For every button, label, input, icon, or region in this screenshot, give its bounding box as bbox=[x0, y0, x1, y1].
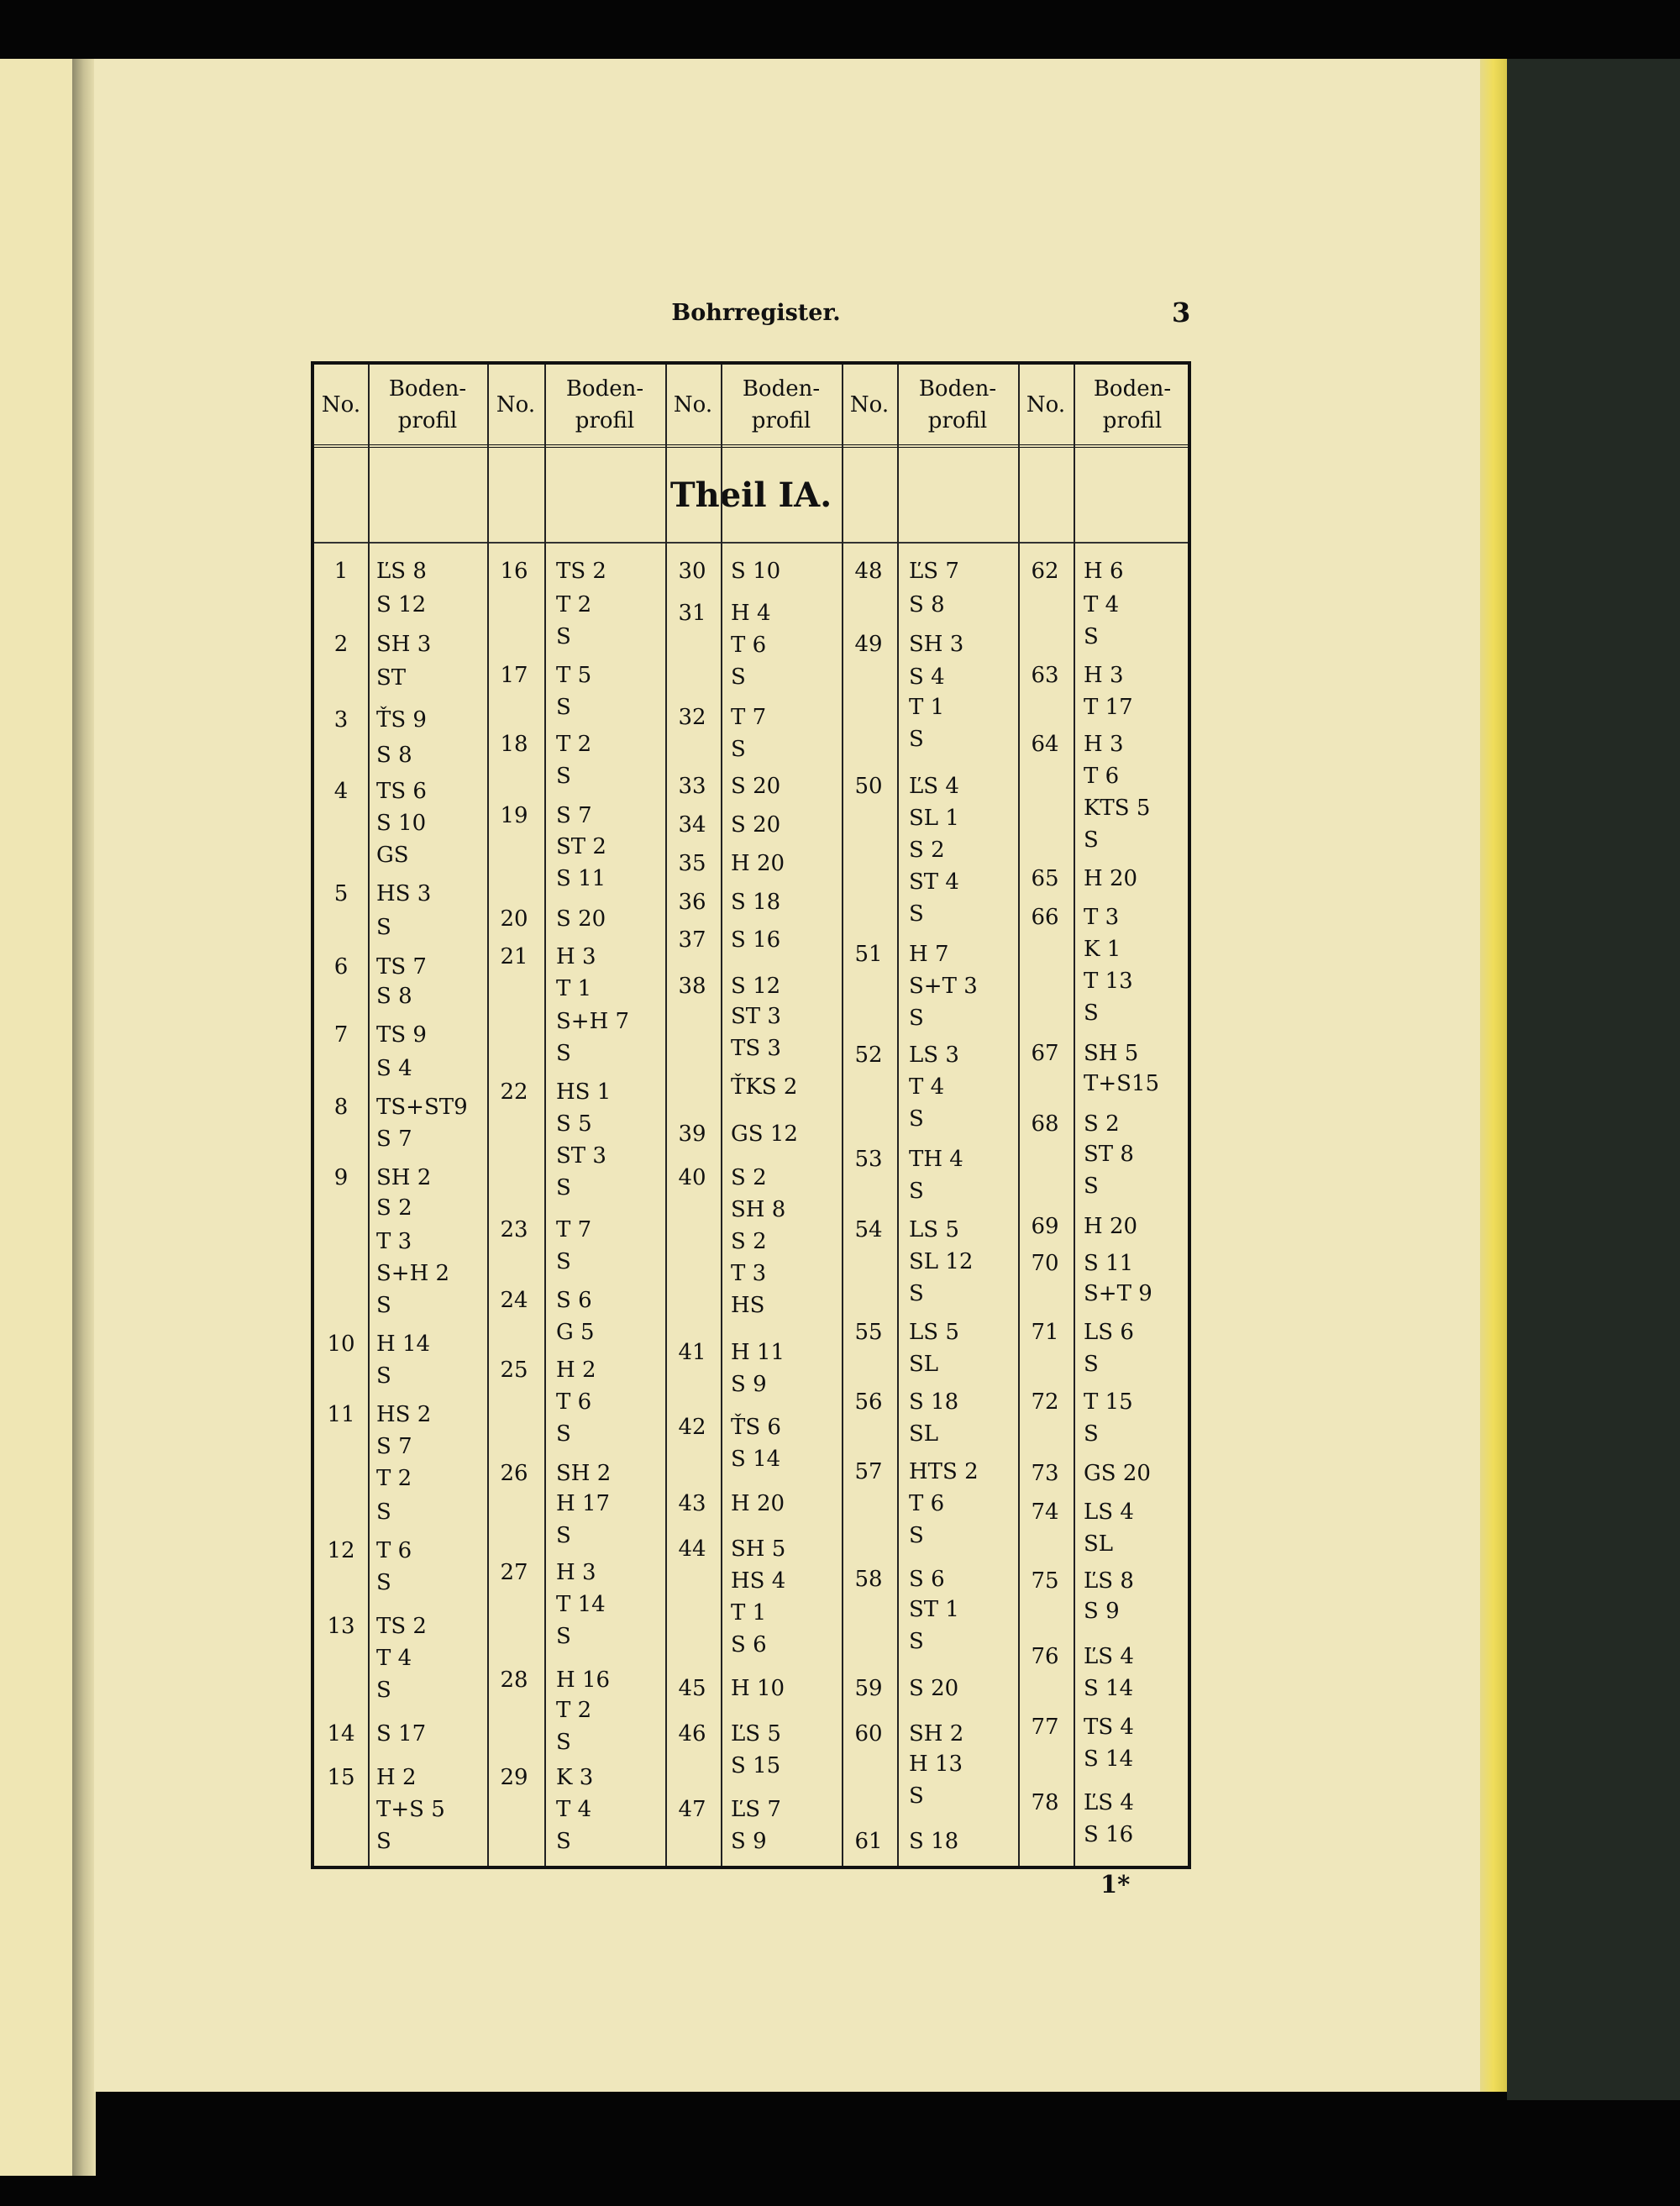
bore-number: 25 bbox=[500, 1358, 528, 1383]
soil-profile-entry: H 2 bbox=[556, 1358, 596, 1383]
soil-profile-entry: S+T 9 bbox=[1084, 1281, 1152, 1306]
soil-profile-entry: T 4 bbox=[556, 1797, 592, 1822]
bore-number: 75 bbox=[1031, 1568, 1059, 1594]
bore-number: 15 bbox=[327, 1765, 355, 1790]
soil-profile-entry: S 2 bbox=[731, 1165, 767, 1190]
bore-number: 70 bbox=[1031, 1251, 1059, 1276]
bore-number: 46 bbox=[678, 1721, 706, 1746]
bore-register-table bbox=[311, 361, 1191, 1869]
bore-number: 76 bbox=[1031, 1644, 1059, 1669]
soil-profile-entry: H 7 bbox=[909, 942, 949, 967]
soil-profile-entry: S 18 bbox=[909, 1829, 959, 1854]
soil-profile-entry: S 9 bbox=[731, 1829, 767, 1854]
soil-profile-entry: H 17 bbox=[556, 1491, 611, 1516]
column-rule bbox=[1074, 365, 1075, 1866]
bore-number: 20 bbox=[500, 906, 528, 932]
soil-profile-entry: S bbox=[909, 901, 924, 927]
soil-profile-entry: H 20 bbox=[1084, 1214, 1138, 1239]
soil-profile-entry: S 8 bbox=[376, 743, 412, 768]
soil-profile-entry: S 20 bbox=[731, 774, 781, 799]
soil-profile-entry: T 5 bbox=[556, 663, 592, 688]
soil-profile-entry: S bbox=[909, 1179, 924, 1204]
page-number: 3 bbox=[1172, 297, 1191, 328]
soil-profile-entry: S 7 bbox=[556, 803, 592, 828]
soil-profile-entry: T 14 bbox=[556, 1592, 606, 1617]
bore-number: 77 bbox=[1031, 1715, 1059, 1740]
soil-profile-entry: S 14 bbox=[1084, 1676, 1134, 1701]
soil-profile-entry: S 18 bbox=[909, 1389, 959, 1415]
soil-profile-entry: S bbox=[376, 1500, 391, 1525]
soil-profile-entry: S 16 bbox=[731, 927, 781, 953]
soil-profile-entry: ST 8 bbox=[1084, 1142, 1134, 1167]
soil-profile-entry: S 9 bbox=[731, 1372, 767, 1397]
soil-profile-entry: S bbox=[1084, 624, 1099, 649]
soil-profile-entry: TS 2 bbox=[556, 559, 606, 584]
soil-profile-entry: T 6 bbox=[1084, 764, 1120, 789]
bore-number: 23 bbox=[500, 1217, 528, 1242]
bore-number: 68 bbox=[1031, 1111, 1059, 1137]
soil-profile-entry: S bbox=[1084, 1001, 1099, 1026]
bore-number: 65 bbox=[1031, 866, 1059, 891]
bore-number: 28 bbox=[500, 1668, 528, 1693]
soil-profile-entry: HS bbox=[731, 1293, 765, 1318]
bore-number: 6 bbox=[333, 954, 349, 980]
soil-profile-entry: T 3 bbox=[731, 1261, 767, 1286]
soil-profile-entry: SH 5 bbox=[1084, 1041, 1139, 1066]
soil-profile-entry: H 3 bbox=[1084, 732, 1124, 757]
soil-profile-entry: S+H 2 bbox=[376, 1261, 450, 1286]
soil-profile-entry: TS 7 bbox=[376, 954, 427, 980]
soil-profile-entry: S bbox=[909, 727, 924, 752]
header-profile-1: Boden- profil bbox=[388, 376, 467, 433]
soil-profile-entry: S 12 bbox=[376, 592, 427, 617]
column-rule bbox=[897, 365, 899, 1866]
soil-profile-entry: S 9 bbox=[1084, 1599, 1120, 1624]
soil-profile-entry: H 14 bbox=[376, 1331, 431, 1357]
soil-profile-entry: T 13 bbox=[1084, 969, 1133, 994]
soil-profile-entry: GS 12 bbox=[731, 1121, 798, 1147]
soil-profile-entry: SL bbox=[909, 1352, 939, 1377]
soil-profile-entry: HS 3 bbox=[376, 881, 432, 906]
bore-number: 1 bbox=[333, 559, 349, 584]
soil-profile-entry: S bbox=[556, 1175, 571, 1200]
soil-profile-entry: SL bbox=[1084, 1531, 1114, 1557]
soil-profile-entry: LS 5 bbox=[909, 1217, 959, 1242]
bore-number: 37 bbox=[678, 927, 706, 953]
soil-profile-entry: TS+ST9 bbox=[376, 1095, 468, 1120]
column-rule bbox=[665, 365, 667, 1866]
bore-number: 61 bbox=[854, 1829, 883, 1854]
bore-number: 10 bbox=[327, 1331, 355, 1357]
soil-profile-entry: S 15 bbox=[731, 1753, 781, 1778]
soil-profile-entry: SH 8 bbox=[731, 1197, 786, 1222]
page-edge bbox=[1480, 59, 1507, 2092]
soil-profile-entry: S bbox=[1084, 1352, 1099, 1377]
bore-number: 45 bbox=[678, 1676, 706, 1701]
soil-profile-entry: S 6 bbox=[731, 1632, 767, 1657]
bore-number: 57 bbox=[854, 1459, 883, 1484]
soil-profile-entry: S 12 bbox=[731, 974, 781, 999]
bore-number: 9 bbox=[333, 1165, 349, 1190]
soil-profile-entry: ST 4 bbox=[909, 869, 959, 895]
soil-profile-entry: SH 5 bbox=[731, 1536, 786, 1562]
soil-profile-entry: ŤKS 2 bbox=[731, 1074, 798, 1100]
bore-number: 53 bbox=[854, 1147, 883, 1172]
column-rule bbox=[842, 365, 843, 1866]
soil-profile-entry: T 4 bbox=[376, 1646, 412, 1671]
soil-profile-entry: H 4 bbox=[731, 601, 771, 626]
bore-number: 29 bbox=[500, 1765, 528, 1790]
soil-profile-entry: SH 3 bbox=[909, 632, 964, 657]
soil-profile-entry: S bbox=[556, 1829, 571, 1854]
soil-profile-entry: S 20 bbox=[556, 906, 606, 932]
soil-profile-entry: S 7 bbox=[376, 1127, 412, 1152]
bore-number: 12 bbox=[327, 1538, 355, 1563]
bore-number: 17 bbox=[500, 663, 528, 688]
soil-profile-entry: H 6 bbox=[1084, 559, 1124, 584]
soil-profile-entry: S 2 bbox=[376, 1195, 412, 1221]
soil-profile-entry: HTS 2 bbox=[909, 1459, 979, 1484]
header-no-5: No. bbox=[1026, 391, 1066, 418]
soil-profile-entry: S bbox=[376, 1570, 391, 1595]
soil-profile-entry: S bbox=[556, 764, 571, 789]
soil-profile-entry: S bbox=[731, 664, 746, 690]
bore-number: 49 bbox=[854, 632, 883, 657]
soil-profile-entry: H 16 bbox=[556, 1668, 611, 1693]
soil-profile-entry: S bbox=[909, 1783, 924, 1809]
bore-number: 27 bbox=[500, 1560, 528, 1585]
soil-profile-entry: HS 2 bbox=[376, 1402, 432, 1427]
header-profile-2: Boden- profil bbox=[565, 376, 644, 433]
soil-profile-entry: S bbox=[556, 1730, 571, 1755]
soil-profile-entry: T 7 bbox=[556, 1217, 592, 1242]
soil-profile-entry: S bbox=[1084, 1421, 1099, 1447]
soil-profile-entry: ST 1 bbox=[909, 1597, 959, 1622]
soil-profile-entry: T 6 bbox=[376, 1538, 412, 1563]
soil-profile-entry: T 6 bbox=[731, 633, 767, 658]
bore-number: 21 bbox=[500, 944, 528, 969]
bore-number: 72 bbox=[1031, 1389, 1059, 1415]
soil-profile-entry: ST 3 bbox=[556, 1143, 606, 1169]
soil-profile-entry: TS 3 bbox=[731, 1036, 781, 1061]
soil-profile-entry: ST bbox=[376, 665, 407, 691]
soil-profile-entry: K 3 bbox=[556, 1765, 594, 1790]
soil-profile-entry: S 20 bbox=[909, 1676, 959, 1701]
soil-profile-entry: T 3 bbox=[1084, 905, 1120, 930]
bore-number: 60 bbox=[854, 1721, 883, 1746]
soil-profile-entry: S 2 bbox=[909, 838, 945, 863]
left-page-edge bbox=[0, 59, 72, 2176]
bore-number: 56 bbox=[854, 1389, 883, 1415]
soil-profile-entry: TS 4 bbox=[1084, 1715, 1134, 1740]
bore-number: 66 bbox=[1031, 905, 1059, 930]
bore-number: 19 bbox=[500, 803, 528, 828]
soil-profile-entry: HS 4 bbox=[731, 1568, 786, 1594]
soil-profile-entry: ST 3 bbox=[731, 1004, 781, 1029]
soil-profile-entry: S bbox=[376, 1829, 391, 1854]
soil-profile-entry: S 20 bbox=[731, 812, 781, 838]
header-no-2: No. bbox=[496, 391, 536, 418]
soil-profile-entry: S bbox=[556, 1523, 571, 1548]
section-title: Theil IA. bbox=[314, 448, 1188, 544]
soil-profile-entry: ĽS 5 bbox=[731, 1721, 781, 1746]
bore-number: 16 bbox=[500, 559, 528, 584]
soil-profile-entry: T 7 bbox=[731, 705, 767, 730]
soil-profile-entry: SL 1 bbox=[909, 806, 959, 831]
bore-number: 40 bbox=[678, 1165, 706, 1190]
soil-profile-entry: SH 2 bbox=[376, 1165, 432, 1190]
bore-number: 42 bbox=[678, 1415, 706, 1440]
soil-profile-entry: S 14 bbox=[1084, 1746, 1134, 1772]
soil-profile-entry: S 16 bbox=[1084, 1822, 1134, 1847]
soil-profile-entry: KTS 5 bbox=[1084, 796, 1151, 821]
bore-number: 18 bbox=[500, 732, 528, 757]
header-profile-4: Boden- profil bbox=[918, 376, 997, 433]
bore-number: 64 bbox=[1031, 732, 1059, 757]
soil-profile-entry: TS 9 bbox=[376, 1022, 427, 1048]
soil-profile-entry: TH 4 bbox=[909, 1147, 963, 1172]
soil-profile-entry: H 20 bbox=[731, 1491, 785, 1516]
soil-profile-entry: SH 2 bbox=[556, 1461, 612, 1486]
soil-profile-entry: T 2 bbox=[556, 1698, 592, 1723]
soil-profile-entry: S 2 bbox=[731, 1229, 767, 1254]
soil-profile-entry: S 11 bbox=[556, 866, 606, 891]
soil-profile-entry: S 18 bbox=[731, 890, 781, 915]
header-no-3: No. bbox=[673, 391, 713, 418]
soil-profile-entry: S bbox=[376, 1293, 391, 1318]
bore-number: 59 bbox=[854, 1676, 883, 1701]
bore-number: 51 bbox=[854, 942, 883, 967]
soil-profile-entry: S bbox=[556, 1421, 571, 1447]
soil-profile-entry: HS 1 bbox=[556, 1079, 612, 1105]
soil-profile-entry: S 11 bbox=[1084, 1251, 1134, 1276]
soil-profile-entry: ĽS 7 bbox=[909, 559, 959, 584]
column-rule bbox=[368, 365, 370, 1866]
bore-number: 54 bbox=[854, 1217, 883, 1242]
bore-number: 52 bbox=[854, 1043, 883, 1068]
soil-profile-entry: LS 6 bbox=[1084, 1320, 1134, 1345]
soil-profile-entry: SH 3 bbox=[376, 632, 432, 657]
table-header bbox=[314, 365, 1188, 448]
header-no-1: No. bbox=[321, 391, 361, 418]
soil-profile-entry: T 2 bbox=[556, 732, 592, 757]
bore-number: 35 bbox=[678, 851, 706, 876]
soil-profile-entry: H 2 bbox=[376, 1765, 417, 1790]
column-rule bbox=[721, 365, 722, 1866]
bore-number: 13 bbox=[327, 1614, 355, 1639]
soil-profile-entry: T 1 bbox=[556, 976, 592, 1001]
soil-profile-entry: S bbox=[556, 1041, 571, 1066]
soil-profile-entry: S bbox=[556, 1624, 571, 1649]
soil-profile-entry: S 7 bbox=[376, 1434, 412, 1459]
bore-number: 7 bbox=[333, 1022, 349, 1048]
bore-number: 41 bbox=[678, 1340, 706, 1365]
soil-profile-entry: S 4 bbox=[376, 1056, 412, 1081]
bore-number: 8 bbox=[333, 1095, 349, 1120]
soil-profile-entry: S bbox=[376, 1678, 391, 1703]
soil-profile-entry: T 6 bbox=[909, 1491, 945, 1516]
soil-profile-entry: S 6 bbox=[556, 1288, 592, 1313]
soil-profile-entry: SL bbox=[909, 1421, 939, 1447]
column-rule bbox=[487, 365, 489, 1866]
soil-profile-entry: S bbox=[1084, 827, 1099, 853]
bore-number: 14 bbox=[327, 1721, 355, 1746]
soil-profile-entry: S 8 bbox=[376, 984, 412, 1009]
soil-profile-entry: ST 2 bbox=[556, 834, 606, 859]
bore-number: 62 bbox=[1031, 559, 1059, 584]
bore-number: 22 bbox=[500, 1079, 528, 1105]
soil-profile-entry: S bbox=[376, 1363, 391, 1389]
soil-profile-entry: LS 5 bbox=[909, 1320, 959, 1345]
soil-profile-entry: T 15 bbox=[1084, 1389, 1133, 1415]
bore-number: 47 bbox=[678, 1797, 706, 1822]
soil-profile-entry: S bbox=[909, 1281, 924, 1306]
soil-profile-entry: T 6 bbox=[556, 1389, 592, 1415]
bore-number: 3 bbox=[333, 707, 349, 733]
bore-number: 58 bbox=[854, 1567, 883, 1592]
bore-number: 78 bbox=[1031, 1790, 1059, 1815]
soil-profile-entry: ĽS 8 bbox=[1084, 1568, 1134, 1594]
soil-profile-entry: ĽS 7 bbox=[731, 1797, 781, 1822]
soil-profile-entry: ĽS 8 bbox=[376, 559, 427, 584]
soil-profile-entry: S bbox=[909, 1523, 924, 1548]
soil-profile-entry: GS 20 bbox=[1084, 1461, 1151, 1486]
soil-profile-entry: H 13 bbox=[909, 1752, 963, 1777]
header-no-4: No. bbox=[849, 391, 890, 418]
bore-number: 31 bbox=[678, 601, 706, 626]
running-title: Bohrregister. bbox=[671, 300, 841, 326]
soil-profile-entry: S 2 bbox=[1084, 1111, 1120, 1137]
soil-profile-entry: T 1 bbox=[731, 1600, 767, 1626]
soil-profile-entry: T 1 bbox=[909, 695, 945, 720]
soil-profile-entry: H 20 bbox=[1084, 866, 1138, 891]
book-gutter bbox=[72, 59, 96, 2176]
soil-profile-entry: T 17 bbox=[1084, 695, 1133, 720]
bore-number: 71 bbox=[1031, 1320, 1059, 1345]
bore-number: 48 bbox=[854, 559, 883, 584]
soil-profile-entry: S bbox=[731, 737, 746, 762]
soil-profile-entry: S+T 3 bbox=[909, 974, 978, 999]
bore-number: 32 bbox=[678, 705, 706, 730]
soil-profile-entry: SL 12 bbox=[909, 1249, 974, 1274]
soil-profile-entry: H 11 bbox=[731, 1340, 785, 1365]
book-cover bbox=[1507, 59, 1680, 2100]
soil-profile-entry: S bbox=[376, 915, 391, 940]
soil-profile-entry: H 10 bbox=[731, 1676, 785, 1701]
bore-number: 30 bbox=[678, 559, 706, 584]
bore-number: 63 bbox=[1031, 663, 1059, 688]
bore-number: 50 bbox=[854, 774, 883, 799]
soil-profile-entry: ĽS 4 bbox=[909, 774, 959, 799]
bore-number: 11 bbox=[327, 1402, 355, 1427]
soil-profile-entry: SH 2 bbox=[909, 1721, 964, 1746]
soil-profile-entry: S 4 bbox=[909, 664, 945, 690]
soil-profile-entry: S bbox=[556, 695, 571, 720]
column-rule bbox=[544, 365, 546, 1866]
soil-profile-entry: S 8 bbox=[909, 592, 945, 617]
bore-number: 26 bbox=[500, 1461, 528, 1486]
bore-number: 38 bbox=[678, 974, 706, 999]
soil-profile-entry: T 3 bbox=[376, 1229, 412, 1254]
soil-profile-entry: H 3 bbox=[556, 1560, 596, 1585]
soil-profile-entry: LS 4 bbox=[1084, 1500, 1134, 1525]
soil-profile-entry: ĽS 4 bbox=[1084, 1790, 1134, 1815]
bore-number: 44 bbox=[678, 1536, 706, 1562]
soil-profile-entry: T 4 bbox=[1084, 592, 1120, 617]
header-profile-3: Boden- profil bbox=[742, 376, 821, 433]
soil-profile-entry: S bbox=[1084, 1174, 1099, 1199]
bore-number: 36 bbox=[678, 890, 706, 915]
bore-number: 55 bbox=[854, 1320, 883, 1345]
soil-profile-entry: T+S15 bbox=[1084, 1071, 1160, 1096]
soil-profile-entry: ŤS 6 bbox=[731, 1415, 781, 1440]
soil-profile-entry: T 2 bbox=[376, 1466, 412, 1491]
soil-profile-entry: S 5 bbox=[556, 1111, 592, 1137]
header-profile-5: Boden- profil bbox=[1093, 376, 1172, 433]
soil-profile-entry: TS 2 bbox=[376, 1614, 427, 1639]
soil-profile-entry: G 5 bbox=[556, 1320, 595, 1345]
bore-number: 33 bbox=[678, 774, 706, 799]
soil-profile-entry: T 4 bbox=[909, 1074, 945, 1100]
soil-profile-entry: S 14 bbox=[731, 1447, 781, 1472]
soil-profile-entry: S bbox=[556, 624, 571, 649]
soil-profile-entry: S 10 bbox=[376, 811, 427, 836]
bore-number: 4 bbox=[333, 779, 349, 804]
soil-profile-entry: S bbox=[909, 1629, 924, 1654]
bore-number: 73 bbox=[1031, 1461, 1059, 1486]
signature-mark: 1* bbox=[1100, 1870, 1131, 1899]
soil-profile-entry: H 20 bbox=[731, 851, 785, 876]
bore-number: 74 bbox=[1031, 1500, 1059, 1525]
bore-number: 39 bbox=[678, 1121, 706, 1147]
bore-number: 34 bbox=[678, 812, 706, 838]
soil-profile-entry: S bbox=[556, 1249, 571, 1274]
bore-number: 43 bbox=[678, 1491, 706, 1516]
soil-profile-entry: H 3 bbox=[1084, 663, 1124, 688]
soil-profile-entry: S 17 bbox=[376, 1721, 427, 1746]
soil-profile-entry: S 6 bbox=[909, 1567, 945, 1592]
bore-number: 5 bbox=[333, 881, 349, 906]
soil-profile-entry: S 10 bbox=[731, 559, 781, 584]
soil-profile-entry: K 1 bbox=[1084, 937, 1121, 962]
soil-profile-entry: ĽS 4 bbox=[1084, 1644, 1134, 1669]
bore-number: 2 bbox=[333, 632, 349, 657]
soil-profile-entry: T 2 bbox=[556, 592, 592, 617]
soil-profile-entry: GS bbox=[376, 843, 409, 868]
soil-profile-entry: S bbox=[909, 1106, 924, 1132]
soil-profile-entry: LS 3 bbox=[909, 1043, 959, 1068]
soil-profile-entry: S+H 7 bbox=[556, 1009, 630, 1034]
bore-number: 67 bbox=[1031, 1041, 1059, 1066]
bore-number: 69 bbox=[1031, 1214, 1059, 1239]
soil-profile-entry: H 3 bbox=[556, 944, 596, 969]
soil-profile-entry: ŤS 9 bbox=[376, 707, 427, 733]
soil-profile-entry: S bbox=[909, 1006, 924, 1031]
soil-profile-entry: T+S 5 bbox=[376, 1797, 445, 1822]
soil-profile-entry: TS 6 bbox=[376, 779, 427, 804]
bore-number: 24 bbox=[500, 1288, 528, 1313]
